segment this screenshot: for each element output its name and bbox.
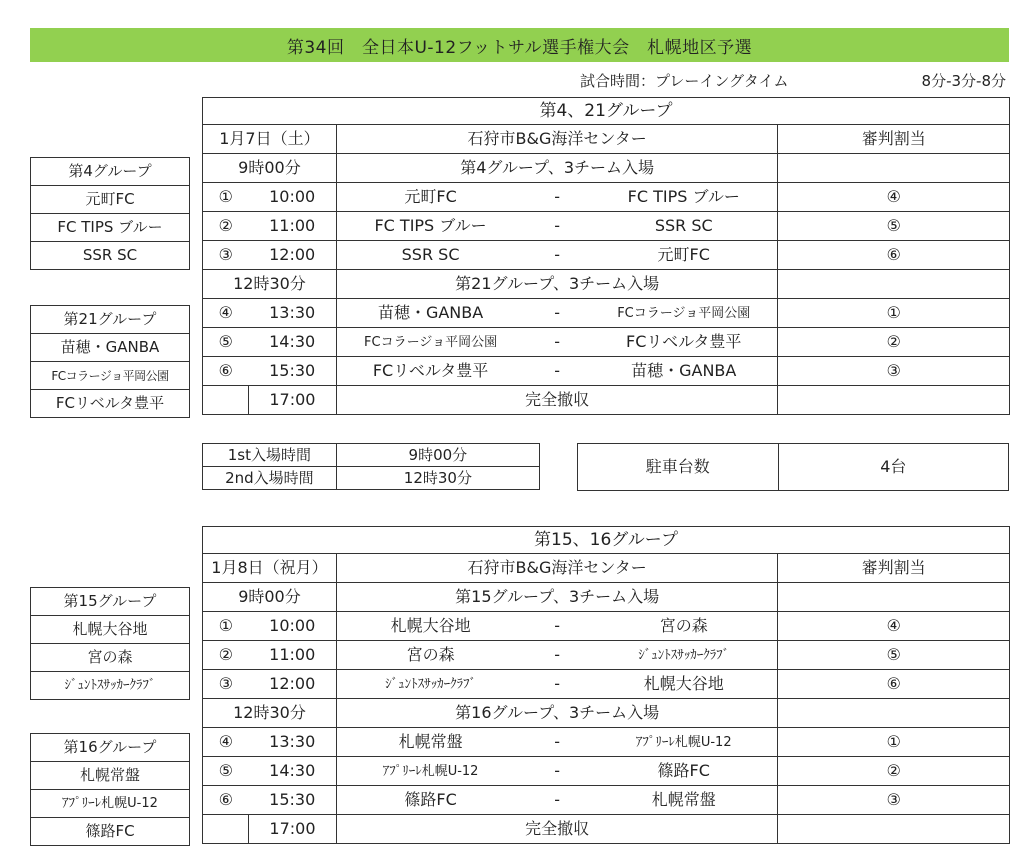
- day1-group-title: 第4、21グループ: [203, 98, 1010, 125]
- home-team: 札幌大谷地: [336, 612, 524, 641]
- entry-time-label: 2nd入場時間: [203, 467, 337, 490]
- group16-team-list: [30, 733, 190, 846]
- referee-cell: [778, 270, 1010, 299]
- vs-dash: -: [524, 357, 590, 386]
- match-number: ②: [203, 641, 249, 670]
- away-team: FCコラージョ平岡公園: [590, 299, 778, 328]
- referee-cell: ③: [778, 357, 1010, 386]
- team-name: 宮の森: [31, 644, 190, 672]
- referee-cell: ②: [778, 328, 1010, 357]
- table-row: [203, 212, 1010, 241]
- table-row: [203, 583, 1010, 612]
- match-number: ④: [203, 299, 249, 328]
- vs-dash: -: [524, 299, 590, 328]
- day1-referee-header: 審判割当: [778, 125, 1010, 154]
- parking-label: 駐車台数: [578, 444, 779, 491]
- table-row: [203, 386, 1010, 415]
- table-row: [203, 699, 1010, 728]
- group-title: 第16グループ: [31, 734, 190, 762]
- away-team: ｼﾞｭﾝﾄｽｻｯｶｰｸﾗﾌﾞ: [590, 641, 778, 670]
- referee-cell: ③: [778, 786, 1010, 815]
- team-name: SSR SC: [31, 242, 190, 270]
- referee-cell: [778, 699, 1010, 728]
- team-name: FC TIPS ブルー: [31, 214, 190, 242]
- entry-time: 12時30分: [203, 270, 337, 299]
- entry-time: 9時00分: [203, 583, 337, 612]
- group15-team-list: [30, 587, 190, 700]
- referee-cell: [778, 154, 1010, 183]
- table-row: [203, 728, 1010, 757]
- home-team: ｼﾞｭﾝﾄｽｻｯｶｰｸﾗﾌﾞ: [336, 670, 524, 699]
- referee-cell: [778, 583, 1010, 612]
- group4-team-list: [30, 157, 190, 270]
- away-team: 札幌大谷地: [590, 670, 778, 699]
- home-team: ｱﾌﾟﾘｰﾚ札幌U-12: [336, 757, 524, 786]
- team-name: FCコラージョ平岡公園: [31, 362, 190, 390]
- match-time: 15:30: [248, 357, 336, 386]
- match-time: 15:30: [248, 786, 336, 815]
- vs-dash: -: [524, 241, 590, 270]
- home-team: FCリベルタ豊平: [336, 357, 524, 386]
- entry-note: 第16グループ、3チーム入場: [336, 699, 777, 728]
- entry-time-label: 1st入場時間: [203, 444, 337, 467]
- day1-venue: 石狩市B&G海洋センター: [336, 125, 778, 154]
- vs-dash: -: [524, 728, 590, 757]
- away-team: ｱﾌﾟﾘｰﾚ札幌U-12: [590, 728, 778, 757]
- table-row: [203, 299, 1010, 328]
- match-time: 14:30: [248, 757, 336, 786]
- away-team: 篠路FC: [590, 757, 778, 786]
- table-row: [203, 670, 1010, 699]
- referee-cell: ⑥: [778, 241, 1010, 270]
- table-row: [203, 241, 1010, 270]
- table-row: [203, 183, 1010, 212]
- entry-time-value: 9時00分: [336, 444, 539, 467]
- day2-group-title: 第15、16グループ: [203, 527, 1010, 554]
- team-name: FCリベルタ豊平: [31, 390, 190, 418]
- referee-cell: ④: [778, 183, 1010, 212]
- home-team: 苗穂・GANBA: [336, 299, 524, 328]
- match-time: 11:00: [248, 212, 336, 241]
- entry-times-table: [202, 443, 540, 490]
- home-team: 篠路FC: [336, 786, 524, 815]
- tournament-title: 第34回 全日本U-12フットサル選手権大会 札幌地区予選: [30, 28, 1009, 62]
- vs-dash: -: [524, 612, 590, 641]
- home-team: FCコラージョ平岡公園: [336, 328, 524, 357]
- entry-time: 12時30分: [203, 699, 337, 728]
- parking-value: 4台: [778, 444, 1008, 491]
- away-team: 札幌常盤: [590, 786, 778, 815]
- vs-dash: -: [524, 641, 590, 670]
- match-time: 12:00: [248, 670, 336, 699]
- group-title: 第4グループ: [31, 158, 190, 186]
- home-team: 札幌常盤: [336, 728, 524, 757]
- referee-cell: ④: [778, 612, 1010, 641]
- away-team: FC TIPS ブルー: [590, 183, 778, 212]
- team-name: ｱﾌﾟﾘｰﾚ札幌U-12: [31, 790, 190, 818]
- match-time-value: 8分-3分-8分: [921, 72, 1006, 90]
- referee-cell: ⑤: [778, 641, 1010, 670]
- match-number: ③: [203, 670, 249, 699]
- table-row: [203, 328, 1010, 357]
- match-time-label: 試合時間：プレーイングタイム: [580, 72, 789, 90]
- vs-dash: -: [524, 786, 590, 815]
- match-number: ⑤: [203, 328, 249, 357]
- away-team: FCリベルタ豊平: [590, 328, 778, 357]
- match-number: ⑥: [203, 357, 249, 386]
- match-time: 17:00: [248, 386, 336, 415]
- vs-dash: -: [524, 212, 590, 241]
- day2-referee-header: 審判割当: [778, 554, 1010, 583]
- table-row: [203, 786, 1010, 815]
- day2-date: 1月8日（祝月）: [203, 554, 337, 583]
- entry-note: 第21グループ、3チーム入場: [336, 270, 778, 299]
- table-row: [203, 612, 1010, 641]
- match-number: ④: [203, 728, 249, 757]
- team-name: ｼﾞｭﾝﾄｽｻｯｶｰｸﾗﾌﾞ: [31, 672, 190, 700]
- match-time: 10:00: [248, 612, 336, 641]
- vs-dash: -: [524, 757, 590, 786]
- match-number: [203, 386, 249, 415]
- team-name: 元町FC: [31, 186, 190, 214]
- away-team: 宮の森: [590, 612, 778, 641]
- match-time: 10:00: [248, 183, 336, 212]
- match-number: ①: [203, 612, 249, 641]
- match-time: 13:30: [248, 728, 336, 757]
- parking-table: [577, 443, 1009, 491]
- vs-dash: -: [524, 670, 590, 699]
- referee-cell: ⑤: [778, 212, 1010, 241]
- match-number: ②: [203, 212, 249, 241]
- team-name: 苗穂・GANBA: [31, 334, 190, 362]
- vs-dash: -: [524, 328, 590, 357]
- referee-cell: [778, 386, 1010, 415]
- table-row: [203, 757, 1010, 786]
- day2-venue: 石狩市B&G海洋センター: [336, 554, 777, 583]
- referee-cell: ①: [778, 728, 1010, 757]
- match-number: ①: [203, 183, 249, 212]
- away-team: SSR SC: [590, 212, 778, 241]
- group-title: 第15グループ: [31, 588, 190, 616]
- away-team: 苗穂・GANBA: [590, 357, 778, 386]
- closing-note: 完全撤収: [336, 815, 777, 844]
- match-time: 13:30: [248, 299, 336, 328]
- match-number: ⑤: [203, 757, 249, 786]
- day1-schedule-table: [202, 97, 1010, 415]
- referee-cell: ①: [778, 299, 1010, 328]
- home-team: SSR SC: [336, 241, 524, 270]
- match-time: 12:00: [248, 241, 336, 270]
- match-time: 14:30: [248, 328, 336, 357]
- table-row: [203, 641, 1010, 670]
- closing-note: 完全撤収: [336, 386, 778, 415]
- away-team: 元町FC: [590, 241, 778, 270]
- team-name: 札幌大谷地: [31, 616, 190, 644]
- match-number: ③: [203, 241, 249, 270]
- table-row: [203, 357, 1010, 386]
- match-number: ⑥: [203, 786, 249, 815]
- group21-team-list: [30, 305, 190, 418]
- match-number: [203, 815, 249, 844]
- team-name: 篠路FC: [31, 818, 190, 846]
- table-row: [203, 815, 1010, 844]
- home-team: 宮の森: [336, 641, 524, 670]
- referee-cell: ②: [778, 757, 1010, 786]
- entry-time-value: 12時30分: [336, 467, 539, 490]
- vs-dash: -: [524, 183, 590, 212]
- match-time: 17:00: [248, 815, 336, 844]
- table-row: [203, 154, 1010, 183]
- day2-schedule-table: [202, 526, 1010, 844]
- match-time: 11:00: [248, 641, 336, 670]
- referee-cell: [778, 815, 1010, 844]
- entry-time: 9時00分: [203, 154, 337, 183]
- group-title: 第21グループ: [31, 306, 190, 334]
- entry-note: 第4グループ、3チーム入場: [336, 154, 778, 183]
- match-time-info: [580, 70, 1010, 92]
- home-team: FC TIPS ブルー: [336, 212, 524, 241]
- team-name: 札幌常盤: [31, 762, 190, 790]
- day1-date: 1月7日（土）: [203, 125, 337, 154]
- home-team: 元町FC: [336, 183, 524, 212]
- table-row: [203, 270, 1010, 299]
- entry-note: 第15グループ、3チーム入場: [336, 583, 777, 612]
- referee-cell: ⑥: [778, 670, 1010, 699]
